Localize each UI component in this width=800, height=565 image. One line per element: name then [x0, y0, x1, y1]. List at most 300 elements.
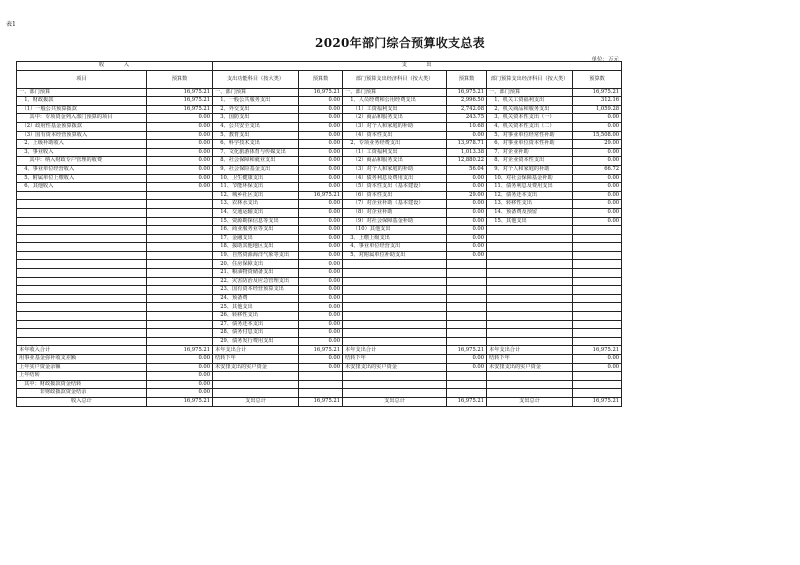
income-item-cell: [17, 337, 147, 346]
income-amount-cell: 16,975.21: [147, 97, 213, 106]
economic-amount-cell: 0.00: [447, 226, 487, 235]
economic-amount-cell: [447, 380, 487, 389]
function-item-cell: 29、债务发行费用支出: [213, 337, 299, 346]
economic-amount-cell: [447, 303, 487, 312]
function-amount-cell: 0.00: [299, 183, 343, 192]
income-amount-cell: 0.00: [147, 165, 213, 174]
income-amount-cell: [147, 320, 213, 329]
dept-economic-item-cell: 未安排支出的实户资金: [487, 363, 573, 372]
column-header: 预算数: [573, 70, 622, 88]
economic-amount-cell: 0.00: [447, 217, 487, 226]
page-title: 2020年部门综合预算收支总表: [315, 36, 485, 50]
table-row: [17, 320, 622, 329]
economic-amount-cell: 2,996.50: [447, 97, 487, 106]
income-amount-cell: [147, 226, 213, 235]
dept-economic-item-cell: [487, 320, 573, 329]
dept-economic-item-cell: 7、对企业补助: [487, 148, 573, 157]
function-amount-cell: [299, 380, 343, 389]
income-item-cell: [17, 234, 147, 243]
function-amount-cell: 0.00: [299, 148, 343, 157]
dept-economic-item-cell: [487, 337, 573, 346]
income-item-cell: 收入总计: [17, 397, 147, 406]
table-row: [17, 260, 622, 269]
income-amount-cell: [147, 191, 213, 200]
function-amount-cell: 0.00: [299, 97, 343, 106]
function-amount-cell: 0.00: [299, 320, 343, 329]
dept-economic-amount-cell: 0.00: [573, 122, 622, 131]
table-row: [17, 114, 622, 123]
dept-economic-amount-cell: [573, 329, 622, 338]
dept-economic-item-cell: [487, 269, 573, 278]
function-item-cell: 本年支出合计: [213, 346, 299, 355]
income-item-cell: 6、其他收入: [17, 183, 147, 192]
dept-economic-item-cell: 13、转移性支出: [487, 200, 573, 209]
income-item-cell: 2、上级补助收入: [17, 140, 147, 149]
economic-item-cell: [343, 337, 447, 346]
income-amount-cell: 16,975.21: [147, 397, 213, 406]
dept-economic-amount-cell: [573, 372, 622, 381]
economic-item-cell: （9）对社会保障基金补助: [343, 217, 447, 226]
table-row: [17, 165, 622, 174]
income-amount-cell: 0.00: [147, 122, 213, 131]
income-item-cell: （2）政府性基金预算拨款: [17, 122, 147, 131]
table-row: [17, 312, 622, 321]
table-row: [17, 243, 622, 252]
economic-item-cell: （4）资本性支出: [343, 131, 447, 140]
income-item-cell: 上年结转: [17, 372, 147, 381]
economic-item-cell: 一、部门预算: [343, 88, 447, 97]
table-row: [17, 303, 622, 312]
function-item-cell: 17、金融支出: [213, 234, 299, 243]
table-row: [17, 234, 622, 243]
table-row: [17, 140, 622, 149]
economic-amount-cell: [447, 312, 487, 321]
income-amount-cell: [147, 286, 213, 295]
economic-amount-cell: 0.00: [447, 200, 487, 209]
dept-economic-item-cell: 11、债务利息及费用支出: [487, 183, 573, 192]
dept-economic-item-cell: [487, 303, 573, 312]
income-item-cell: 其中：财政拨款资金结转: [17, 380, 147, 389]
dept-economic-amount-cell: 0.00: [573, 355, 622, 364]
table-number: 表1: [6, 21, 16, 28]
table-row: [17, 131, 622, 140]
income-amount-cell: 0.00: [147, 131, 213, 140]
economic-amount-cell: 10.68: [447, 122, 487, 131]
function-amount-cell: 16,975.21: [299, 88, 343, 97]
income-amount-cell: 0.00: [147, 389, 213, 398]
income-amount-cell: 0.00: [147, 363, 213, 372]
function-amount-cell: 0.00: [299, 226, 343, 235]
function-amount-cell: 0.00: [299, 269, 343, 278]
economic-item-cell: 支出总计: [343, 397, 447, 406]
dept-economic-item-cell: [487, 312, 573, 321]
dept-economic-item-cell: 支出总计: [487, 397, 573, 406]
function-item-cell: 20、住房保障支出: [213, 260, 299, 269]
dept-economic-amount-cell: [573, 303, 622, 312]
economic-amount-cell: 0.00: [447, 208, 487, 217]
income-amount-cell: [147, 200, 213, 209]
dept-economic-amount-cell: 0.00: [573, 191, 622, 200]
economic-amount-cell: [447, 260, 487, 269]
dept-economic-amount-cell: 29.00: [573, 140, 622, 149]
economic-amount-cell: 0.00: [447, 183, 487, 192]
function-item-cell: [213, 372, 299, 381]
table-row: [17, 277, 622, 286]
economic-amount-cell: 13,978.71: [447, 140, 487, 149]
dept-economic-amount-cell: 0.00: [573, 148, 622, 157]
income-amount-cell: [147, 208, 213, 217]
dept-economic-amount-cell: [573, 337, 622, 346]
income-item-cell: 5、附属单位上缴收入: [17, 174, 147, 183]
dept-economic-item-cell: [487, 389, 573, 398]
income-amount-cell: [147, 312, 213, 321]
dept-economic-amount-cell: 16,975.21: [573, 397, 622, 406]
income-amount-cell: [147, 243, 213, 252]
function-item-cell: [213, 380, 299, 389]
economic-amount-cell: 56.04: [447, 165, 487, 174]
income-item-cell: （3）国有资本经营预算收入: [17, 131, 147, 140]
economic-amount-cell: [447, 277, 487, 286]
function-item-cell: 11、节能环保支出: [213, 183, 299, 192]
income-amount-cell: 0.00: [147, 372, 213, 381]
dept-economic-item-cell: 5、对事业单位经常性补助: [487, 131, 573, 140]
function-amount-cell: 0.00: [299, 355, 343, 364]
dept-economic-item-cell: 一、部门预算: [487, 88, 573, 97]
function-amount-cell: [299, 389, 343, 398]
column-header: 预算数: [447, 70, 487, 88]
economic-amount-cell: 0.00: [447, 355, 487, 364]
income-item-cell: 其中：专项资金列入部门预算的项目: [17, 114, 147, 123]
income-amount-cell: 0.00: [147, 157, 213, 166]
expense-section-header: 支 出: [213, 62, 622, 71]
function-amount-cell: 0.00: [299, 217, 343, 226]
economic-item-cell: [343, 329, 447, 338]
economic-item-cell: 1、人员经费和公用经费支出: [343, 97, 447, 106]
economic-amount-cell: 16,975.21: [447, 88, 487, 97]
function-item-cell: 未安排支出的实户资金: [213, 363, 299, 372]
economic-amount-cell: 12,880.22: [447, 157, 487, 166]
economic-item-cell: 5、对附属单位补助支出: [343, 251, 447, 260]
dept-economic-amount-cell: [573, 269, 622, 278]
dept-economic-item-cell: [487, 260, 573, 269]
function-amount-cell: 0.00: [299, 131, 343, 140]
function-item-cell: 15、资源勘探信息等支出: [213, 217, 299, 226]
table-row: [17, 329, 622, 338]
economic-item-cell: 2、专项业务经费支出: [343, 140, 447, 149]
income-item-cell: 4、事业单位经营收入: [17, 165, 147, 174]
income-item-cell: （1）一般公共预算拨款: [17, 105, 147, 114]
function-item-cell: 21、粮油物资储备支出: [213, 269, 299, 278]
dept-economic-amount-cell: [573, 277, 622, 286]
dept-economic-item-cell: [487, 372, 573, 381]
dept-economic-item-cell: 6、对事业单位资本性补助: [487, 140, 573, 149]
income-amount-cell: 0.00: [147, 140, 213, 149]
economic-item-cell: （6）资本性支出: [343, 191, 447, 200]
economic-item-cell: （3）对个人和家庭的补助: [343, 165, 447, 174]
table-row: [17, 337, 622, 346]
income-item-cell: 非财政拨款资金结余: [17, 389, 147, 398]
dept-economic-item-cell: 10、对社会保障基金补助: [487, 174, 573, 183]
section-header-row: [17, 62, 622, 71]
table-row: [17, 174, 622, 183]
dept-economic-item-cell: 2、机关商品和服务支出: [487, 105, 573, 114]
dept-economic-amount-cell: [573, 226, 622, 235]
table-row: [17, 105, 622, 114]
income-item-cell: 其中：纳入财政专户管理的收费: [17, 157, 147, 166]
income-item-cell: [17, 260, 147, 269]
dept-economic-amount-cell: 0.00: [573, 200, 622, 209]
economic-item-cell: [343, 303, 447, 312]
dept-economic-item-cell: 结转下年: [487, 355, 573, 364]
income-item-cell: 上年实户资金余额: [17, 363, 147, 372]
function-amount-cell: 16,975.21: [299, 397, 343, 406]
economic-item-cell: [343, 389, 447, 398]
economic-amount-cell: [447, 269, 487, 278]
economic-amount-cell: [447, 372, 487, 381]
income-item-cell: 用事业基金弥补收支差额: [17, 355, 147, 364]
economic-item-cell: （1）工资福利支出: [343, 105, 447, 114]
column-header: 预算数: [299, 70, 343, 88]
economic-amount-cell: 243.75: [447, 114, 487, 123]
dept-economic-item-cell: [487, 277, 573, 286]
function-amount-cell: 0.00: [299, 286, 343, 295]
economic-amount-cell: 0.00: [447, 243, 487, 252]
table-row: [17, 355, 622, 364]
economic-amount-cell: 0.00: [447, 363, 487, 372]
dept-economic-item-cell: 3、机关资本性支出（一）: [487, 114, 573, 123]
column-header: 部门预算支出经济科目（按大类）: [487, 70, 573, 88]
economic-item-cell: [343, 269, 447, 278]
income-amount-cell: [147, 294, 213, 303]
table-row: [17, 200, 622, 209]
dept-economic-amount-cell: 0.00: [573, 208, 622, 217]
income-amount-cell: 0.00: [147, 183, 213, 192]
dept-economic-item-cell: [487, 380, 573, 389]
economic-item-cell: 本年支出合计: [343, 346, 447, 355]
economic-amount-cell: 1,013.38: [447, 148, 487, 157]
function-item-cell: 9、社会保险基金支出: [213, 165, 299, 174]
dept-economic-amount-cell: 15,508.00: [573, 131, 622, 140]
table-row: [17, 389, 622, 398]
function-item-cell: 23、国有资本经营预算支出: [213, 286, 299, 295]
economic-amount-cell: [447, 294, 487, 303]
dept-economic-item-cell: [487, 286, 573, 295]
income-item-cell: 一、部门预算: [17, 88, 147, 97]
function-amount-cell: 0.00: [299, 200, 343, 209]
dept-economic-amount-cell: [573, 286, 622, 295]
economic-item-cell: [343, 294, 447, 303]
function-item-cell: 16、商业服务业等支出: [213, 226, 299, 235]
table-row: [17, 380, 622, 389]
income-section-header: 收 入: [17, 62, 213, 71]
income-item-cell: [17, 200, 147, 209]
table-row: [17, 148, 622, 157]
function-amount-cell: 0.00: [299, 303, 343, 312]
function-amount-cell: 0.00: [299, 165, 343, 174]
income-amount-cell: [147, 303, 213, 312]
function-item-cell: 支出总计: [213, 397, 299, 406]
function-item-cell: 13、农林水支出: [213, 200, 299, 209]
dept-economic-amount-cell: 0.00: [573, 114, 622, 123]
function-amount-cell: 0.00: [299, 251, 343, 260]
dept-economic-amount-cell: [573, 260, 622, 269]
function-item-cell: 22、灾害防治及应急管理支出: [213, 277, 299, 286]
economic-item-cell: 4、事业单位经营支出: [343, 243, 447, 252]
dept-economic-amount-cell: 1,059.28: [573, 105, 622, 114]
function-item-cell: 18、援助其他地区支出: [213, 243, 299, 252]
dept-economic-item-cell: [487, 243, 573, 252]
economic-amount-cell: 29.00: [447, 191, 487, 200]
economic-amount-cell: 0.00: [447, 131, 487, 140]
economic-amount-cell: [447, 329, 487, 338]
economic-item-cell: [343, 312, 447, 321]
dept-economic-amount-cell: [573, 389, 622, 398]
function-amount-cell: 0.00: [299, 312, 343, 321]
economic-item-cell: [343, 286, 447, 295]
economic-item-cell: （1）工资福利支出: [343, 148, 447, 157]
dept-economic-amount-cell: [573, 251, 622, 260]
function-amount-cell: 0.00: [299, 122, 343, 131]
income-item-cell: [17, 208, 147, 217]
income-item-cell: [17, 286, 147, 295]
dept-economic-item-cell: 9、对个人和家庭的补助: [487, 165, 573, 174]
dept-economic-amount-cell: [573, 320, 622, 329]
function-item-cell: 24、预备费: [213, 294, 299, 303]
economic-item-cell: [343, 320, 447, 329]
function-amount-cell: 16,975.21: [299, 191, 343, 200]
dept-economic-amount-cell: [573, 380, 622, 389]
dept-economic-amount-cell: 16,975.21: [573, 88, 622, 97]
economic-item-cell: （8）对企业补助: [343, 208, 447, 217]
economic-item-cell: （4）债务利息及费用支出: [343, 174, 447, 183]
dept-economic-item-cell: 15、其他支出: [487, 217, 573, 226]
column-header: 部门预算支出经济科目（按大类）: [343, 70, 447, 88]
income-amount-cell: 16,975.21: [147, 105, 213, 114]
income-item-cell: [17, 303, 147, 312]
function-amount-cell: 0.00: [299, 243, 343, 252]
table-row: [17, 226, 622, 235]
function-amount-cell: 0.00: [299, 174, 343, 183]
function-amount-cell: 0.00: [299, 294, 343, 303]
economic-item-cell: （10）其他支出: [343, 226, 447, 235]
function-item-cell: 25、其他支出: [213, 303, 299, 312]
dept-economic-amount-cell: 312.16: [573, 97, 622, 106]
income-item-cell: [17, 312, 147, 321]
table-row: [17, 294, 622, 303]
dept-economic-item-cell: 本年支出合计: [487, 346, 573, 355]
function-amount-cell: 0.00: [299, 105, 343, 114]
income-amount-cell: [147, 217, 213, 226]
income-item-cell: 本年收入合计: [17, 346, 147, 355]
table-row: [17, 286, 622, 295]
income-amount-cell: [147, 277, 213, 286]
dept-economic-amount-cell: 0.00: [573, 363, 622, 372]
table-row: [17, 217, 622, 226]
table-row: [17, 157, 622, 166]
function-amount-cell: 0.00: [299, 329, 343, 338]
income-amount-cell: [147, 269, 213, 278]
function-item-cell: 19、自然资源海洋气象等支出: [213, 251, 299, 260]
income-amount-cell: 0.00: [147, 174, 213, 183]
function-amount-cell: 0.00: [299, 277, 343, 286]
income-amount-cell: [147, 260, 213, 269]
economic-item-cell: 3、上缴上级支出: [343, 234, 447, 243]
income-item-cell: [17, 226, 147, 235]
column-header: 项目: [17, 70, 147, 88]
economic-amount-cell: [447, 389, 487, 398]
dept-economic-amount-cell: 0.00: [573, 217, 622, 226]
function-item-cell: 4、公共安全支出: [213, 122, 299, 131]
dept-economic-item-cell: 14、预备费及预留: [487, 208, 573, 217]
income-amount-cell: 0.00: [147, 355, 213, 364]
economic-item-cell: （3）对个人和家庭的补助: [343, 122, 447, 131]
income-item-cell: 1、财政拨款: [17, 97, 147, 106]
function-amount-cell: 0.00: [299, 208, 343, 217]
function-item-cell: 27、债务还本支出: [213, 320, 299, 329]
income-item-cell: [17, 320, 147, 329]
dept-economic-item-cell: [487, 226, 573, 235]
economic-item-cell: [343, 277, 447, 286]
table-row: [17, 88, 622, 97]
income-item-cell: 3、事业收入: [17, 148, 147, 157]
economic-item-cell: （5）资本性支出（基本建设）: [343, 183, 447, 192]
function-amount-cell: 0.00: [299, 337, 343, 346]
function-item-cell: 8、社会保障和就业支出: [213, 157, 299, 166]
income-item-cell: [17, 191, 147, 200]
income-amount-cell: 16,975.21: [147, 88, 213, 97]
economic-item-cell: 未安排支出的实户资金: [343, 363, 447, 372]
income-item-cell: [17, 277, 147, 286]
dept-economic-amount-cell: 0.00: [573, 183, 622, 192]
dept-economic-amount-cell: [573, 312, 622, 321]
dept-economic-amount-cell: [573, 294, 622, 303]
table-row: [17, 363, 622, 372]
economic-item-cell: [343, 380, 447, 389]
economic-amount-cell: [447, 337, 487, 346]
economic-amount-cell: 0.00: [447, 251, 487, 260]
function-amount-cell: 0.00: [299, 157, 343, 166]
income-amount-cell: [147, 329, 213, 338]
column-header: 支出功能科目（按大类）: [213, 70, 299, 88]
income-item-cell: [17, 329, 147, 338]
economic-item-cell: （2）商品和服务支出: [343, 114, 447, 123]
function-amount-cell: 16,975.21: [299, 346, 343, 355]
economic-amount-cell: 0.00: [447, 174, 487, 183]
economic-item-cell: [343, 260, 447, 269]
table-row: [17, 372, 622, 381]
function-item-cell: 1、一般公共服务支出: [213, 97, 299, 106]
dept-economic-item-cell: [487, 294, 573, 303]
income-item-cell: [17, 269, 147, 278]
dept-economic-item-cell: [487, 234, 573, 243]
income-item-cell: [17, 294, 147, 303]
income-amount-cell: 16,975.21: [147, 346, 213, 355]
income-amount-cell: 0.00: [147, 380, 213, 389]
function-amount-cell: 0.00: [299, 234, 343, 243]
function-item-cell: 26、转移性支出: [213, 312, 299, 321]
dept-economic-item-cell: 4、机关资本性支出（二）: [487, 122, 573, 131]
dept-economic-item-cell: 1、机关工资福利支出: [487, 97, 573, 106]
economic-amount-cell: [447, 286, 487, 295]
table-row: [17, 346, 622, 355]
table-row: [17, 251, 622, 260]
function-item-cell: 14、交通运输支出: [213, 208, 299, 217]
dept-economic-amount-cell: [573, 234, 622, 243]
economic-amount-cell: 16,975.21: [447, 346, 487, 355]
dept-economic-item-cell: [487, 251, 573, 260]
function-item-cell: 结转下年: [213, 355, 299, 364]
function-item-cell: 3、国防支出: [213, 114, 299, 123]
